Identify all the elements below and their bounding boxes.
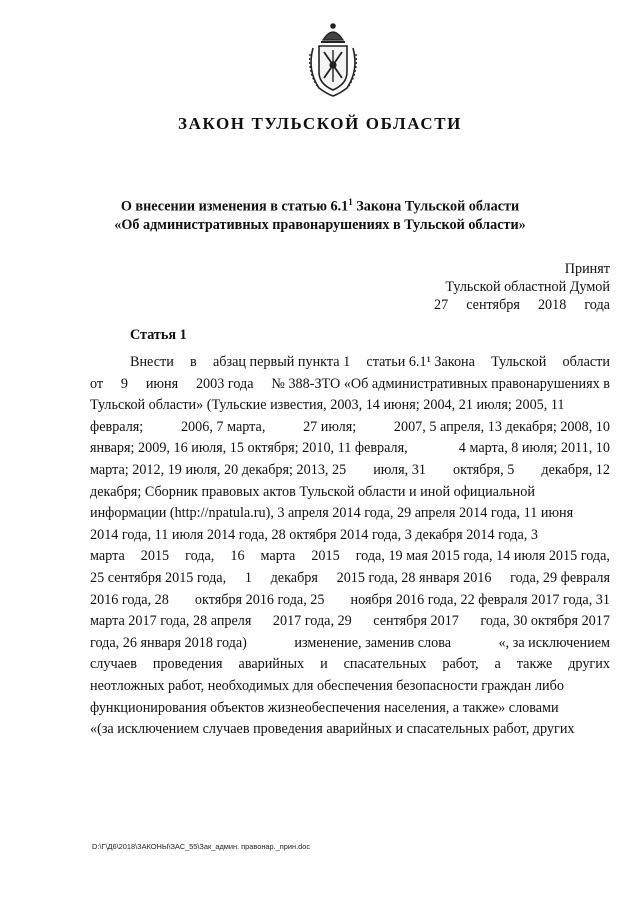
amendment-title-line-2: «Об административных правонарушениях в Тульской области»	[114, 216, 526, 233]
body-text-segment: года,	[185, 548, 215, 565]
body-text-segment: неотложных работ, необходимых для обеспечения безопасности граждан либо	[90, 677, 564, 694]
body-text-segment: также	[516, 656, 553, 673]
body-line	[90, 503, 610, 525]
body-text-segment: июля, 31	[373, 461, 426, 478]
body-text-segment: декабря	[270, 569, 318, 586]
body-text-segment: года, 26 января 2018 года)	[90, 634, 247, 651]
body-text-segment: 25 сентября 2015 года,	[90, 569, 227, 586]
body-text-segment: в	[190, 354, 197, 370]
body-line	[90, 525, 610, 547]
body-text-segment: и	[320, 656, 328, 673]
body-text-segment: Тульской области» (Тульские известия, 2003, 14 июня; 2004, 21 июля; 2005, 11	[90, 397, 565, 414]
body-text-segment: от	[90, 375, 104, 392]
body-text-segment: ноября 2016 года, 22 февраля 2017 года, 31	[350, 591, 610, 608]
body-text-segment: 2003 года	[195, 375, 254, 392]
body-text-segment: декабря; Сборник правовых актов Тульской области и иной официальной	[90, 483, 535, 500]
body-line	[90, 676, 610, 698]
body-text-segment: 2015 года, 28 января 2016	[336, 569, 492, 586]
body-text-segment: 16	[230, 548, 245, 565]
body-text-segment: спасательных	[343, 656, 427, 673]
adoption-date	[410, 296, 610, 314]
body-line	[90, 698, 610, 720]
file-path-footer: D:\Г\Д6\2018\ЗАКОНЫ\ЗАС_55\Зак_админ. правонар._прин.doc	[92, 842, 311, 851]
body-text-segment: «, за исключением	[498, 634, 610, 651]
body-text-segment: января; 2009, 16 июля, 15 октября; 2010, 11 февраля,	[90, 440, 408, 457]
body-text-segment: а	[494, 656, 501, 673]
body-text-segment: «(за исключением случаев проведения аварийных и спасательных работ, других	[90, 721, 575, 738]
amendment-title-line-1: О внесении изменения в статью $6.1^1$ Закона Тульской области	[120, 197, 520, 215]
body-text-segment: работ,	[442, 656, 479, 673]
body-text-segment: Тульской	[491, 354, 547, 370]
adopted-by: Тульской областной Думой	[445, 279, 610, 295]
body-text-segment: статьи 6.1¹ Закона	[366, 354, 475, 370]
body-text-segment: июня	[145, 375, 179, 392]
body-line	[90, 417, 610, 439]
body-text-segment: 2014 года, 11 июля 2014 года, 28 октября 2014 года, 3 декабря 2014 года, 3	[90, 526, 538, 543]
body-line	[90, 460, 610, 482]
body-line	[90, 374, 610, 396]
body-text-segment: 2017 года, 29	[272, 613, 352, 630]
body-text-segment: области	[562, 354, 610, 370]
body-text-segment: других	[568, 656, 610, 673]
adoption-year: 2018	[537, 297, 567, 313]
body-text-segment: марта 2017 года, 28 апреля	[90, 613, 252, 630]
body-text-segment: 1	[244, 569, 252, 586]
body-line	[90, 633, 610, 655]
coat-of-arms-icon	[305, 20, 361, 98]
body-text-segment: 4 марта, 8 июля; 2011, 10	[458, 440, 610, 457]
body-text-segment: февраля;	[90, 418, 144, 435]
body-text-segment: абзац первый пункта 1	[212, 354, 351, 370]
body-line	[90, 654, 610, 676]
body-text-segment: 2015	[140, 548, 170, 565]
adoption-month: сентября	[466, 297, 520, 313]
body-line	[90, 395, 610, 417]
body-text-segment: года, 19 мая 2015 года, 14 июля 2015 года,	[355, 548, 610, 565]
body-line	[90, 611, 610, 633]
law-title: ЗАКОН ТУЛЬСКОЙ ОБЛАСТИ	[178, 114, 462, 133]
body-line	[90, 568, 610, 590]
body-line	[90, 546, 610, 568]
body-text-segment: аварийных	[238, 656, 305, 673]
body-text-segment: марта	[90, 548, 125, 565]
body-text-segment: № 388-ЗТО «Об административных правонарушениях в	[271, 375, 610, 392]
body-text-segment: изменение, заменив слова	[294, 634, 452, 651]
body-line	[90, 719, 610, 741]
body-text-segment: сентября 2017	[373, 613, 459, 630]
body-text-segment: 27 июля;	[303, 418, 357, 435]
article-heading: Статья 1	[130, 327, 187, 343]
body-text-segment: 2007, 5 апреля, 13 декабря; 2008, 10	[393, 418, 610, 435]
body-text-segment: случаев	[90, 656, 137, 673]
body-text-segment: октября 2016 года, 25	[194, 591, 325, 608]
adoption-day: 27	[434, 297, 449, 313]
body-text-segment: информации (http://npatula.ru), 3 апреля 2014 года, 29 апреля 2014 года, 11 июня	[90, 505, 574, 522]
body-text-segment: года, 29 февраля	[510, 569, 610, 586]
body-text-segment: декабря, 12	[541, 461, 610, 478]
body-text-segment: 9	[120, 375, 129, 392]
adopted-label: Принят	[564, 261, 610, 277]
body-text-segment: октября, 5	[452, 461, 515, 478]
body-text-segment: марта; 2012, 19 июля, 20 декабря; 2013, 25	[90, 461, 347, 478]
body-text-segment: года, 30 октября 2017	[480, 613, 610, 630]
body-line	[90, 590, 610, 612]
body-line	[90, 438, 610, 460]
adoption-year-word: года	[584, 297, 610, 313]
body-text-segment: 2006, 7 марта,	[180, 418, 266, 435]
adoption-block	[410, 260, 610, 314]
body-text-segment: 2015	[311, 548, 340, 565]
body-line	[90, 352, 610, 374]
body-text-segment: марта	[260, 548, 296, 565]
body-text-segment: 2016 года, 28	[90, 591, 169, 608]
body-text-segment: проведения	[152, 656, 223, 673]
body-text-segment: Внести	[130, 354, 174, 370]
body-text-segment: функционирования объектов жизнеобеспечения населения, а также» словами	[90, 699, 559, 716]
article-body	[90, 352, 610, 741]
body-line	[90, 482, 610, 504]
amendment-title	[0, 193, 640, 234]
